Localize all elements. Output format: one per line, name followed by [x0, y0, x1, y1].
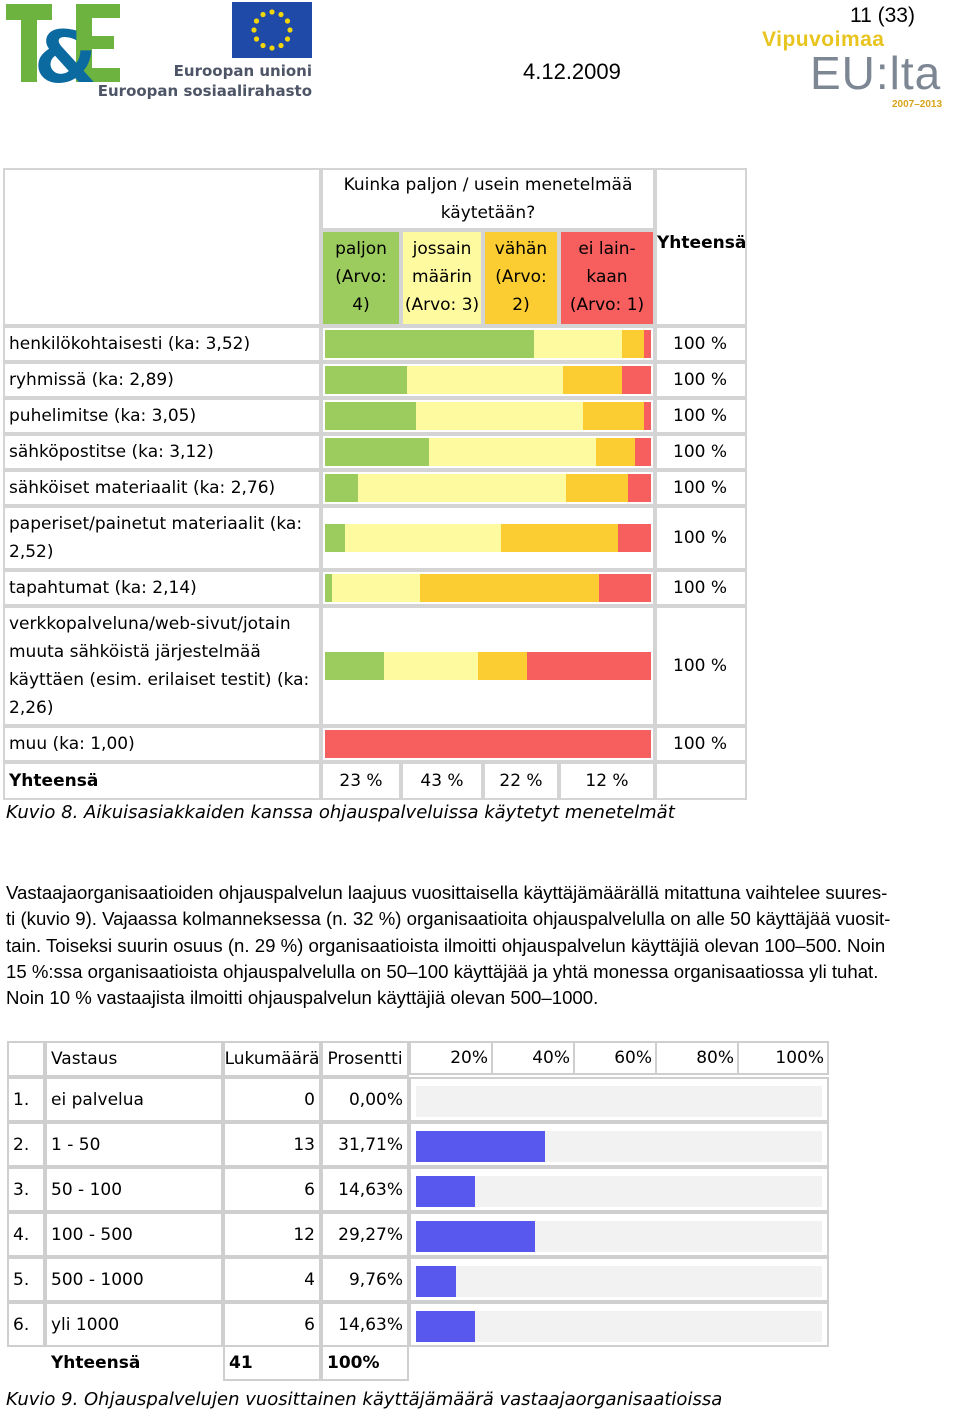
row-number: 3. — [7, 1167, 45, 1212]
vipuvoimaa-years: 2007–2013 — [892, 99, 943, 110]
row-label: paperiset/painetut materiaalit (ka: 2,52) — [3, 506, 321, 570]
bar-segment-vahan — [583, 402, 645, 430]
row-bar-cell — [409, 1302, 829, 1347]
percent-bar — [416, 1176, 475, 1207]
bar-track — [416, 1221, 822, 1252]
row-bar-cell — [409, 1077, 829, 1122]
stacked-bar — [325, 730, 651, 758]
paragraph-line: Noin 10 % vastaajista ilmoitti ohjauspalvelun käyttäjiä olevan 500–1000. — [6, 987, 599, 1009]
row-bar-cell — [321, 434, 655, 470]
te-logo — [6, 4, 120, 84]
row-label: ryhmissä (ka: 2,89) — [3, 362, 321, 398]
col-header-vahan: vähän (Arvo: 2) — [483, 230, 559, 326]
paragraph-line: Vastaajaorganisaatioiden ohjauspalvelun laajuus vuosittaisella käyttäjämäärällä mitattuna vaihtelee suures- — [6, 882, 888, 903]
stacked-bar — [325, 524, 651, 552]
bar-segment-vahan — [420, 574, 599, 602]
sum-label: Yhteensä — [3, 762, 321, 800]
paragraph-line: 15 %:ssa organisaatioista ohjauspalvelulla on 50–100 käyttäjää ja yhtä monessa organisaatiossa yli tuhat. — [6, 960, 879, 982]
caption-figure-9: Kuvio 9. Ohjauspalvelujen vuosittainen käyttäjämäärä vastaajaorganisaatioissa — [6, 1389, 723, 1410]
row-label: tapahtumat (ka: 2,14) — [3, 570, 321, 606]
col-header-paljon: paljon (Arvo: 4) — [321, 230, 401, 326]
row-answer: yli 1000 — [45, 1302, 223, 1347]
bar-segment-paljon — [325, 402, 416, 430]
bar-segment-ei — [527, 652, 651, 680]
row-bar-cell — [409, 1257, 829, 1302]
row-number: 6. — [7, 1302, 45, 1347]
bar-segment-jossain — [416, 402, 582, 430]
stacked-bar — [325, 330, 651, 358]
row-percent: 31,71% — [321, 1122, 409, 1167]
tick-80: 80% — [655, 1041, 739, 1075]
sum-vahan: 22 % — [483, 762, 559, 800]
document-date: 4.12.2009 — [523, 59, 621, 84]
bar-segment-vahan — [478, 652, 527, 680]
sum-paljon: 23 % — [321, 762, 401, 800]
bar-segment-paljon — [325, 474, 358, 502]
bar-track — [416, 1086, 822, 1117]
bar-segment-paljon — [325, 524, 345, 552]
bar-segment-ei — [628, 474, 651, 502]
paragraph-line: tain. Toiseksi suurin osuus (n. 29 %) organisaatioista ilmoitti ohjauspalvelun käyttäjiä olevan 100–500. Noin — [6, 934, 886, 956]
row-number: 4. — [7, 1212, 45, 1257]
bar-track — [416, 1311, 822, 1342]
row-number: 2. — [7, 1122, 45, 1167]
row-total: 100 % — [655, 362, 747, 398]
stacked-bar — [325, 474, 651, 502]
svg-text:&: & — [34, 15, 97, 84]
row-count: 13 — [223, 1122, 321, 1167]
caption-figure-8: Kuvio 8. Aikuisasiakkaiden kanssa ohjauspalveluissa käytetyt menetelmät — [6, 802, 675, 823]
tick-60: 60% — [573, 1041, 657, 1075]
row-total: 100 % — [655, 326, 747, 362]
row-bar-cell — [321, 606, 655, 726]
row-total: 100 % — [655, 398, 747, 434]
bar-segment-vahan — [622, 330, 645, 358]
bar-segment-jossain — [358, 474, 567, 502]
bar-segment-jossain — [345, 524, 501, 552]
bar-segment-ei — [622, 366, 651, 394]
bar-segment-ei — [635, 438, 651, 466]
page-number: 11 (33) — [850, 4, 915, 27]
row-label: sähköpostitse (ka: 3,12) — [3, 434, 321, 470]
bar-segment-vahan — [596, 438, 635, 466]
bar-segment-jossain — [384, 652, 479, 680]
eu-logo-line1: Euroopan unioni — [173, 62, 312, 80]
bar-track — [416, 1266, 822, 1297]
row-count: 6 — [223, 1167, 321, 1212]
row-bar-cell — [409, 1122, 829, 1167]
table-corner — [3, 168, 321, 326]
stacked-bar — [325, 438, 651, 466]
vipuvoimaa-word: Vipuvoimaa — [762, 28, 885, 51]
vipuvoimaa-logo — [760, 28, 950, 112]
stacked-bar — [325, 366, 651, 394]
eu-flag-icon — [232, 2, 312, 58]
row-number: 5. — [7, 1257, 45, 1302]
sum-total-empty — [655, 762, 747, 800]
bar-segment-jossain — [534, 330, 622, 358]
bar-segment-ei — [325, 730, 651, 758]
row-bar-cell — [321, 362, 655, 398]
total-label: Yhteensä — [51, 1353, 141, 1373]
bar-segment-vahan — [563, 366, 622, 394]
row-answer: 100 - 500 — [45, 1212, 223, 1257]
row-bar-cell — [321, 470, 655, 506]
row-label: verkkopalveluna/web-sivut/jotain muuta sähköistä järjestelmää käyttäen (esim. erilaiset testit) (ka: 2,26) — [3, 606, 321, 726]
tick-20: 20% — [409, 1041, 493, 1075]
eu-logo — [97, 2, 312, 102]
prosentti-header: Prosentti — [321, 1041, 409, 1077]
bar-segment-paljon — [325, 330, 534, 358]
paragraph-line: ti (kuvio 9). Vajaassa kolmanneksessa (n. 32 %) organisaatioita ohjauspalvelulla on alle 50 käyttäjää vuosit- — [6, 908, 891, 930]
row-count: 12 — [223, 1212, 321, 1257]
row-bar-cell — [321, 398, 655, 434]
row-count: 6 — [223, 1302, 321, 1347]
bar-track — [416, 1131, 822, 1162]
row-answer: ei palvelua — [45, 1077, 223, 1122]
body-paragraph — [6, 880, 960, 1011]
total-percent: 100% — [321, 1345, 409, 1381]
bar-segment-jossain — [332, 574, 420, 602]
row-count: 0 — [223, 1077, 321, 1122]
row-total: 100 % — [655, 606, 747, 726]
num-header — [7, 1041, 45, 1077]
row-percent: 0,00% — [321, 1077, 409, 1122]
bar-segment-ei — [644, 330, 651, 358]
total-header: Yhteensä — [655, 168, 747, 326]
total-count: 41 — [223, 1345, 321, 1381]
tick-40: 40% — [491, 1041, 575, 1075]
eu-logo-line2: Euroopan sosiaalirahasto — [97, 82, 312, 100]
row-total: 100 % — [655, 726, 747, 762]
vipuvoimaa-eu: EU:lta — [810, 47, 942, 99]
stacked-bar — [325, 402, 651, 430]
bar-segment-paljon — [325, 652, 384, 680]
percent-bar — [416, 1131, 545, 1162]
row-total: 100 % — [655, 470, 747, 506]
percent-bar — [416, 1311, 475, 1342]
row-percent: 14,63% — [321, 1302, 409, 1347]
row-percent: 9,76% — [321, 1257, 409, 1302]
stacked-bar — [325, 652, 651, 680]
col-header-ei: ei lain- kaan (Arvo: 1) — [559, 230, 655, 326]
col-header-jossain: jossain määrin (Arvo: 3) — [401, 230, 483, 326]
row-label: puhelimitse (ka: 3,05) — [3, 398, 321, 434]
row-count: 4 — [223, 1257, 321, 1302]
row-answer: 50 - 100 — [45, 1167, 223, 1212]
percent-bar — [416, 1266, 456, 1297]
row-total: 100 % — [655, 434, 747, 470]
lukumaara-header: Lukumäärä — [223, 1041, 321, 1077]
vastaus-header: Vastaus — [45, 1041, 223, 1077]
bar-track — [416, 1176, 822, 1207]
row-bar-cell — [321, 326, 655, 362]
row-number: 1. — [7, 1077, 45, 1122]
question-header: Kuinka paljon / usein menetelmää käytetään? — [321, 168, 655, 230]
bar-segment-ei — [644, 402, 651, 430]
row-label: sähköiset materiaalit (ka: 2,76) — [3, 470, 321, 506]
row-bar-cell — [321, 570, 655, 606]
row-label: muu (ka: 1,00) — [3, 726, 321, 762]
bar-segment-jossain — [407, 366, 563, 394]
row-total: 100 % — [655, 570, 747, 606]
tick-100: 100% — [737, 1041, 829, 1075]
sum-ei: 12 % — [559, 762, 655, 800]
row-total: 100 % — [655, 506, 747, 570]
row-bar-cell — [409, 1212, 829, 1257]
bar-segment-ei — [618, 524, 651, 552]
bar-segment-paljon — [325, 366, 407, 394]
stacked-bar — [325, 574, 651, 602]
row-bar-cell — [409, 1167, 829, 1212]
row-label: henkilökohtaisesti (ka: 3,52) — [3, 326, 321, 362]
row-bar-cell — [321, 726, 655, 762]
bar-segment-vahan — [566, 474, 628, 502]
bar-segment-paljon — [325, 438, 429, 466]
row-percent: 14,63% — [321, 1167, 409, 1212]
bar-segment-vahan — [501, 524, 618, 552]
row-answer: 500 - 1000 — [45, 1257, 223, 1302]
percent-bar — [416, 1221, 535, 1252]
bar-segment-ei — [599, 574, 651, 602]
bar-segment-jossain — [429, 438, 595, 466]
row-bar-cell — [321, 506, 655, 570]
row-percent: 29,27% — [321, 1212, 409, 1257]
sum-jossain: 43 % — [401, 762, 483, 800]
row-answer: 1 - 50 — [45, 1122, 223, 1167]
